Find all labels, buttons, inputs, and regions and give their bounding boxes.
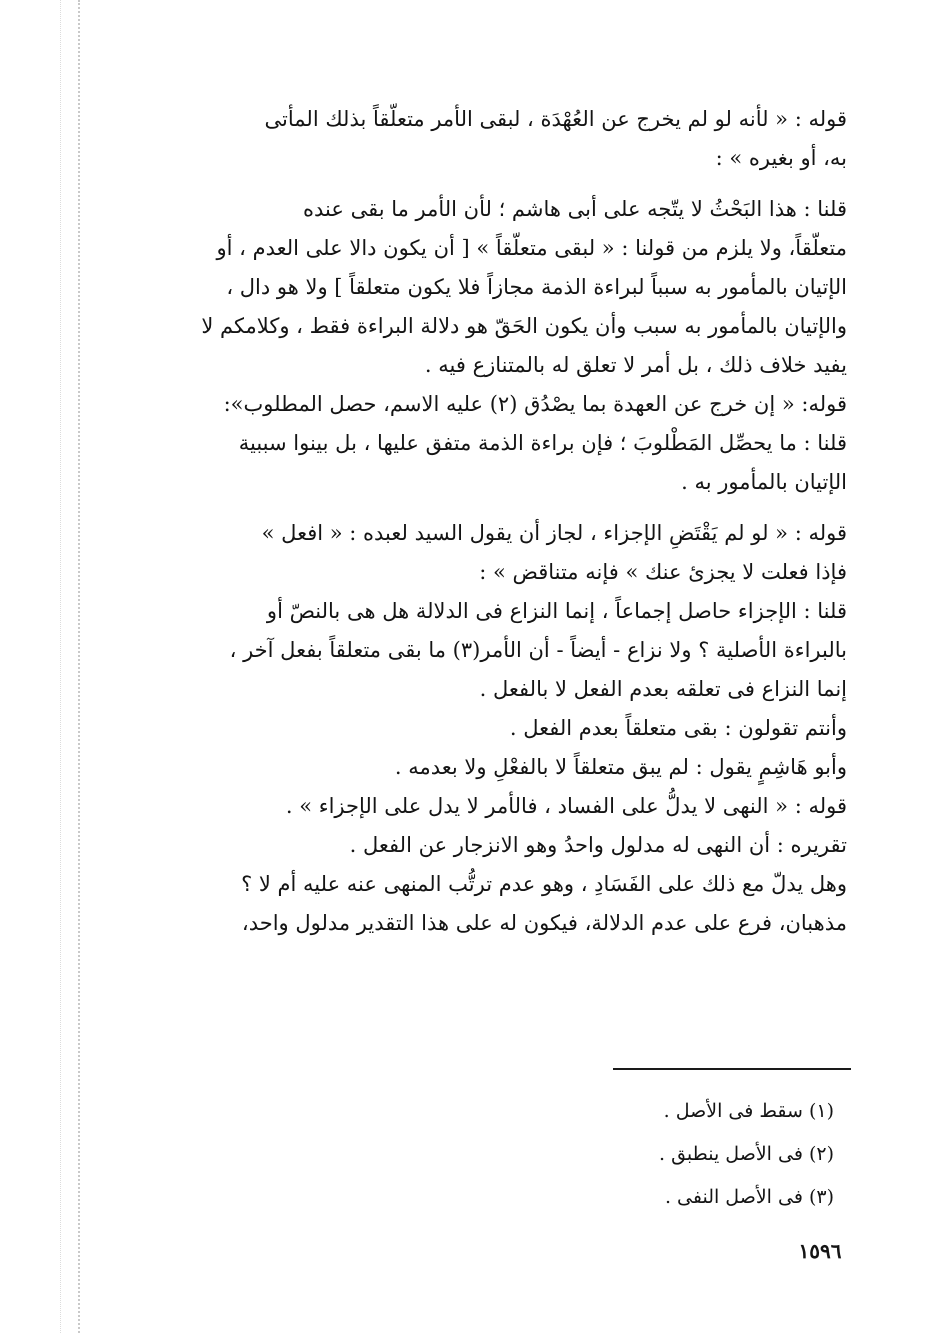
text-line: والإتيان بالمأمور به سبب وأن يكون الحَقّ هو دلالة البراءة فقط ، وكلامكم لا [201,314,847,338]
text-line: مذهبان، فرع على عدم الدلالة، فيكون له على هذا التقدير مدلول واحد، [241,911,847,935]
text-line: فإذا فعلت لا يجزئ عنك » فإنه متناقض » : [479,560,847,584]
footnotes [534,1090,834,1219]
footnote-separator [613,1068,851,1070]
text-line: وهل يدلّ مع ذلك على الفَسَادِ ، وهو عدم ترتُّب المنهى عنه عليه أم لا ؟ [241,872,847,896]
text-line: قوله : « النهى لا يدلُّ على الفساد ، فالأمر لا يدل على الإجزاء » . [285,794,847,818]
main-text [132,100,847,943]
page-number: ١٥٩٦ [798,1239,842,1263]
text-line: وأنتم تقولون : بقى متعلقاً بعدم الفعل . [509,716,847,740]
text-line: قوله: « إن خرج عن العهدة بما يصْدُق (٢) عليه الاسم، حصل المطلوب»: [223,392,847,416]
text-line: الإتيان بالمأمور به . [681,470,847,494]
text-line: قلنا : الإجزاء حاصل إجماعاً ، إنما النزاع فى الدلالة هل هى بالنصّ أو [266,599,847,623]
text-line: إنما النزاع فى تعلقه بعدم الفعل لا بالفعل . [479,677,847,701]
text-line: قوله : « لأنه لو لم يخرج عن العُهْدَة ، لبقى الأمر متعلّقاً بذلك المأتى [264,107,847,131]
text-line: وأبو هَاشِمٍ يقول : لم يبق متعلقاً لا بالفعْلِ ولا بعدمه . [394,755,847,779]
text-line: متعلّقاً، ولا يلزم من قولنا : « لبقى متعلّقاً » [ أن يكون دالا على العدم ، أو [216,236,847,260]
text-line: الإتيان بالمأمور به سبباً لبراءة الذمة مجازاً فلا يكون متعلقاً ] ولا هو دال ، [226,275,847,299]
text-line: به، أو بغيره » : [715,146,847,170]
footnote-3: (٣) فى الأصل النفى . [664,1186,834,1208]
scan-binding-mark [78,0,80,1333]
text-line: تقريره : أن النهى له مدلول واحدُ وهو الانزجار عن الفعل . [349,833,847,857]
text-line: بالبراءة الأصلية ؟ ولا نزاع - أيضاً - أن الأمر(٣) ما بقى متعلقاً بفعل آخر ، [229,638,847,662]
text-line: قوله : « لو لم يَقْتَضِ الإجزاء ، لجاز أن يقول السيد لعبده : « افعل » [261,521,847,545]
scan-binding-mark [60,0,61,1333]
footnote-1: (١) سقط فى الأصل . [663,1100,834,1122]
text-line: قلنا : هذا البَحْثُ لا يتّجه على أبى هاشم ؛ لأن الأمر ما بقى عنده [303,197,847,221]
text-line: قلنا : ما يحصِّل المَطْلوبَ ؛ فإن براءة الذمة متفق عليها ، بل بينوا سببية [238,431,847,455]
text-line: يفيد خلاف ذلك ، بل أمر لا تعلق له بالمتنازع فيه . [424,353,847,377]
footnote-2: (٢) فى الأصل ينطبق . [659,1143,834,1165]
